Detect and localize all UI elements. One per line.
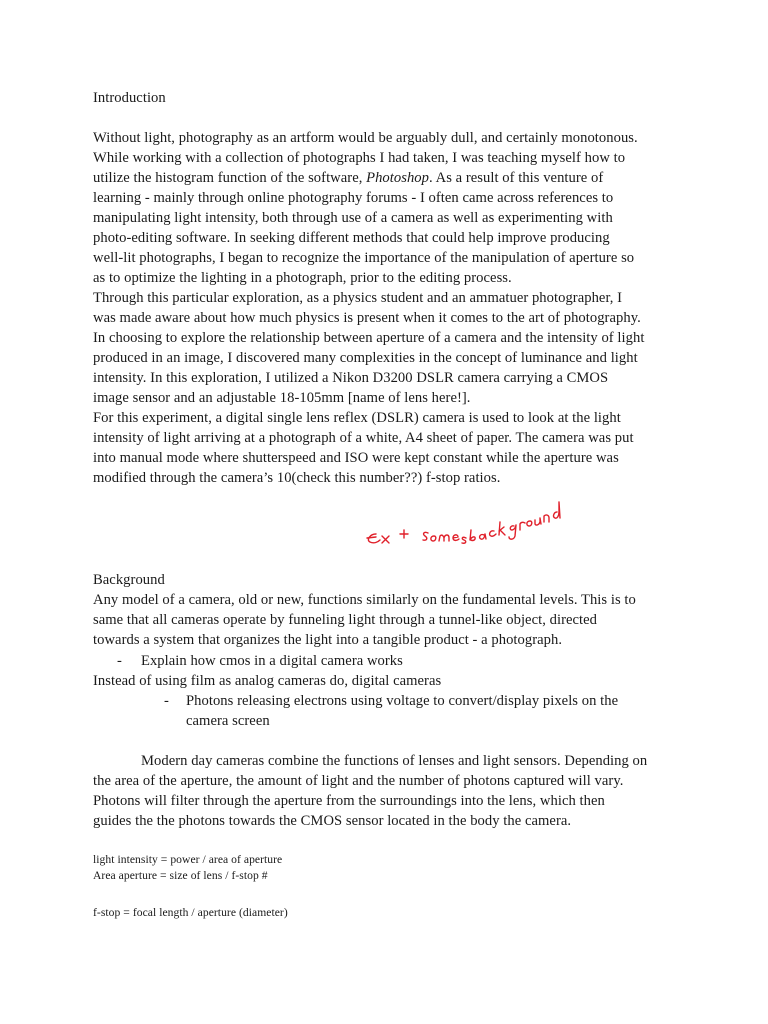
background-line: towards a system that organizes the light into a tangible product - a photograph. bbox=[93, 632, 563, 648]
intro-line: intensity. In this exploration, I utilized a Nikon D3200 DSLR camera carrying a CMOS bbox=[93, 370, 609, 386]
intro-line-text: . As a result of this venture of bbox=[429, 170, 604, 186]
intro-heading: Introduction bbox=[93, 90, 166, 106]
formula-line: light intensity = power / area of aperture bbox=[93, 853, 283, 866]
intro-line: produced in an image, I discovered many complexities in the concept of luminance and light bbox=[93, 350, 638, 366]
intro-line: image sensor and an adjustable 18-105mm [name of lens here!]. bbox=[93, 390, 471, 406]
intro-line: Through this particular exploration, as a physics student and an ammatuer photographer, I bbox=[93, 290, 623, 306]
intro-line: manipulating light intensity, both through use of a camera as well as experimenting with bbox=[93, 210, 613, 226]
intro-line: While working with a collection of photographs I had taken, I was teaching myself how to bbox=[93, 150, 626, 166]
background-line: same that all cameras operate by funneling light through a tunnel-like object, directed bbox=[93, 612, 598, 628]
intro-line: For this experiment, a digital single lens reflex (DSLR) camera is used to look at the light bbox=[93, 410, 621, 426]
modern-line: guides the the photons towards the CMOS sensor located in the body the camera. bbox=[93, 813, 572, 829]
sub-bullet-item: Photons releasing electrons using voltage to convert/display pixels on the bbox=[186, 693, 619, 709]
body-line: Instead of using film as analog cameras do, digital cameras bbox=[93, 673, 442, 689]
modern-line: Modern day cameras combine the functions of lenses and light sensors. Depending on bbox=[141, 753, 648, 769]
modern-line: the area of the aperture, the amount of light and the number of photons captured will vary. bbox=[93, 773, 624, 789]
annotation-text: Ex + some background bbox=[362, 494, 372, 495]
intro-line: into manual mode where shutterspeed and ISO were kept constant while the aperture was bbox=[93, 450, 619, 466]
sub-bullet-item: camera screen bbox=[186, 713, 270, 729]
intro-line: well-lit photographs, I began to recognize the importance of the manipulation of aperture so bbox=[93, 250, 635, 266]
formula-line: Area aperture = size of lens / f-stop # bbox=[93, 869, 268, 882]
intro-line: was made aware about how much physics is present when it comes to the art of photography. bbox=[93, 310, 641, 326]
background-heading: Background bbox=[93, 572, 165, 588]
handwritten-annotation bbox=[362, 494, 562, 554]
intro-line: modified through the camera’s 10(check this number??) f-stop ratios. bbox=[93, 470, 501, 486]
intro-line: intensity of light arriving at a photograph of a white, A4 sheet of paper. The camera was put bbox=[93, 430, 634, 446]
intro-line: as to optimize the lighting in a photograph, prior to the editing process. bbox=[93, 270, 512, 286]
software-name: Photoshop bbox=[366, 170, 430, 186]
intro-line: photo-editing software. In seeking different methods that could help improve producing bbox=[93, 230, 610, 246]
bullet-dash: - bbox=[117, 653, 122, 669]
intro-line bbox=[93, 168, 603, 188]
intro-line: learning - mainly through online photography forums - I often came across references to bbox=[93, 190, 614, 206]
intro-line: In choosing to explore the relationship between aperture of a camera and the intensity of light bbox=[93, 330, 645, 346]
formula-line: f-stop = focal length / aperture (diameter) bbox=[93, 906, 288, 919]
modern-line: Photons will filter through the aperture from the surroundings into the lens, which then bbox=[93, 793, 605, 809]
annotation-ink bbox=[367, 502, 560, 543]
sub-bullet-dash: - bbox=[164, 693, 169, 709]
background-line: Any model of a camera, old or new, functions similarly on the fundamental levels. This is to bbox=[93, 592, 636, 608]
intro-line-text: utilize the histogram function of the software, bbox=[93, 170, 367, 186]
intro-line: Without light, photography as an artform would be arguably dull, and certainly monotonous. bbox=[93, 130, 638, 146]
bullet-item: Explain how cmos in a digital camera works bbox=[141, 653, 403, 669]
